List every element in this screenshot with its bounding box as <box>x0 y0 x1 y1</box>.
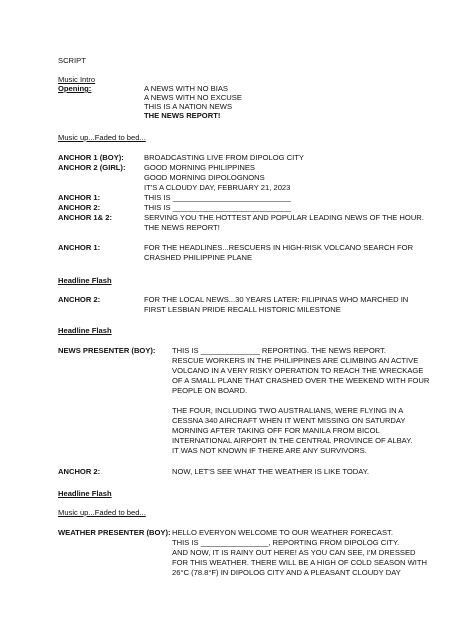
news-presenter-line-1: THIS IS ______________ REPORTING. THE NEWS REPORT. <box>172 346 386 355</box>
anchor12-line-1: SERVING YOU THE HOTTEST AND POPULAR LEADING NEWS OF THE HOUR. <box>144 213 424 222</box>
label-anchor1-boy: ANCHOR 1 (BOY): <box>58 153 124 162</box>
opening-line-2: A NEWS WITH NO EXCUSE <box>144 93 242 102</box>
anchor2-this-is: THIS IS ____________________________ <box>144 203 291 212</box>
label-opening: Opening: <box>58 84 92 93</box>
news-presenter-line-5: PEOPLE ON BOARD. <box>172 386 248 395</box>
news-presenter-line-7: CESSNA 340 AIRCRAFT WHEN IT WENT MISSING ON SATURDAY <box>172 416 406 425</box>
news-presenter-line-8: MORNING AFTER TAKING OFF FOR MANILA FROM BICOL <box>172 426 380 435</box>
headlines1-line-2: CRASHED PHILIPPINE PLANE <box>144 253 253 262</box>
opening-line-1: A NEWS WITH NO BIAS <box>144 84 228 93</box>
label-anchor2-weather: ANCHOR 2: <box>58 467 101 476</box>
anchor1-this-is: THIS IS ____________________________ <box>144 193 291 202</box>
opening-line-3: THIS IS A NATION NEWS <box>144 102 233 111</box>
cue-music-up-2: Music up...Faded to bed... <box>58 508 146 517</box>
label-anchor1: ANCHOR 1: <box>58 193 101 202</box>
label-anchor1-headlines: ANCHOR 1: <box>58 243 101 252</box>
anchor2-line: GOOD MORNING PHILIPPINES <box>144 163 255 172</box>
news-presenter-line-6: THE FOUR, INCLUDING TWO AUSTRALIANS, WERE FLYING IN A <box>172 406 404 415</box>
news-presenter-line-3: VOLCANO IN A VERY RISKY OPERATION TO REACH THE WRECKAGE <box>172 366 424 375</box>
weather-line-5: 26°C (78.8°F) IN DIPOLOG CITY AND A PLEASANT CLOUDY DAY <box>172 568 401 577</box>
anchor2-line-3: IT'S A CLOUDY DAY, FEBRUARY 21, 2023 <box>144 183 291 192</box>
opening-line-4: THE NEWS REPORT! <box>144 111 221 120</box>
local-news-line-2: FIRST LESBIAN PRIDE RECALL HISTORIC MILESTONE <box>144 305 341 314</box>
script-title: SCRIPT <box>58 56 86 65</box>
cue-headline-flash-2: Headline Flash <box>58 326 112 335</box>
news-presenter-line-9: INTERNATIONAL AIRPORT IN THE CENTRAL PROVINCE OF ALBAY. <box>172 436 413 445</box>
local-news-line-1: FOR THE LOCAL NEWS...30 YEARS LATER: FILIPINAS WHO MARCHED IN <box>144 295 409 304</box>
headlines1-line-1: FOR THE HEADLINES...RESCUERS IN HIGH-RISK VOLCANO SEARCH FOR <box>144 243 414 252</box>
anchor1-line: BROADCASTING LIVE FROM DIPOLOG CITY <box>144 153 304 162</box>
cue-headline-flash-3: Headline Flash <box>58 489 112 498</box>
cue-music-up: Music up...Faded to bed... <box>58 133 146 142</box>
label-anchor1-and-2: ANCHOR 1& 2: <box>58 213 113 222</box>
label-news-presenter: NEWS PRESENTER (BOY): <box>58 346 156 355</box>
weather-line-4: FOR THIS WEATHER. THERE WILL BE A HIGH OF COLD SEASON WITH <box>172 558 427 567</box>
label-anchor2-girl: ANCHOR 2 (GIRL): <box>58 163 126 172</box>
weather-line-2: THIS IS ________________, REPORTING FROM DIPOLOG CITY. <box>172 538 400 547</box>
anchor2-line-2: GOOD MORNING DIPOLOGNONS <box>144 173 265 182</box>
weather-intro-line: NOW, LET'S SEE WHAT THE WEATHER IS LIKE TODAY. <box>172 467 369 476</box>
cue-music-intro: Music Intro <box>58 75 96 84</box>
anchor12-line-2: THE NEWS REPORT! <box>144 223 220 232</box>
label-anchor2-local: ANCHOR 2: <box>58 295 101 304</box>
cue-headline-flash-1: Headline Flash <box>58 276 112 285</box>
weather-line-1: HELLO EVERYON WELCOME TO OUR WEATHER FORECAST. <box>172 528 393 537</box>
news-presenter-line-10: IT WAS NOT KNOWN IF THERE ARE ANY SURVIVORS. <box>172 446 367 455</box>
label-weather-presenter: WEATHER PRESENTER (BOY): <box>58 528 171 537</box>
label-anchor2: ANCHOR 2: <box>58 203 101 212</box>
weather-line-3: AND NOW, IT IS RAINY OUT HERE! AS YOU CAN SEE, I'M DRESSED <box>172 548 416 557</box>
news-presenter-line-2: RESCUE WORKERS IN THE PHILIPPINES ARE CLIMBING AN ACTIVE <box>172 356 419 365</box>
news-presenter-line-4: OF A SMALL PLANE THAT CRASHED OVER THE WEEKEND WITH FOUR <box>172 376 430 385</box>
